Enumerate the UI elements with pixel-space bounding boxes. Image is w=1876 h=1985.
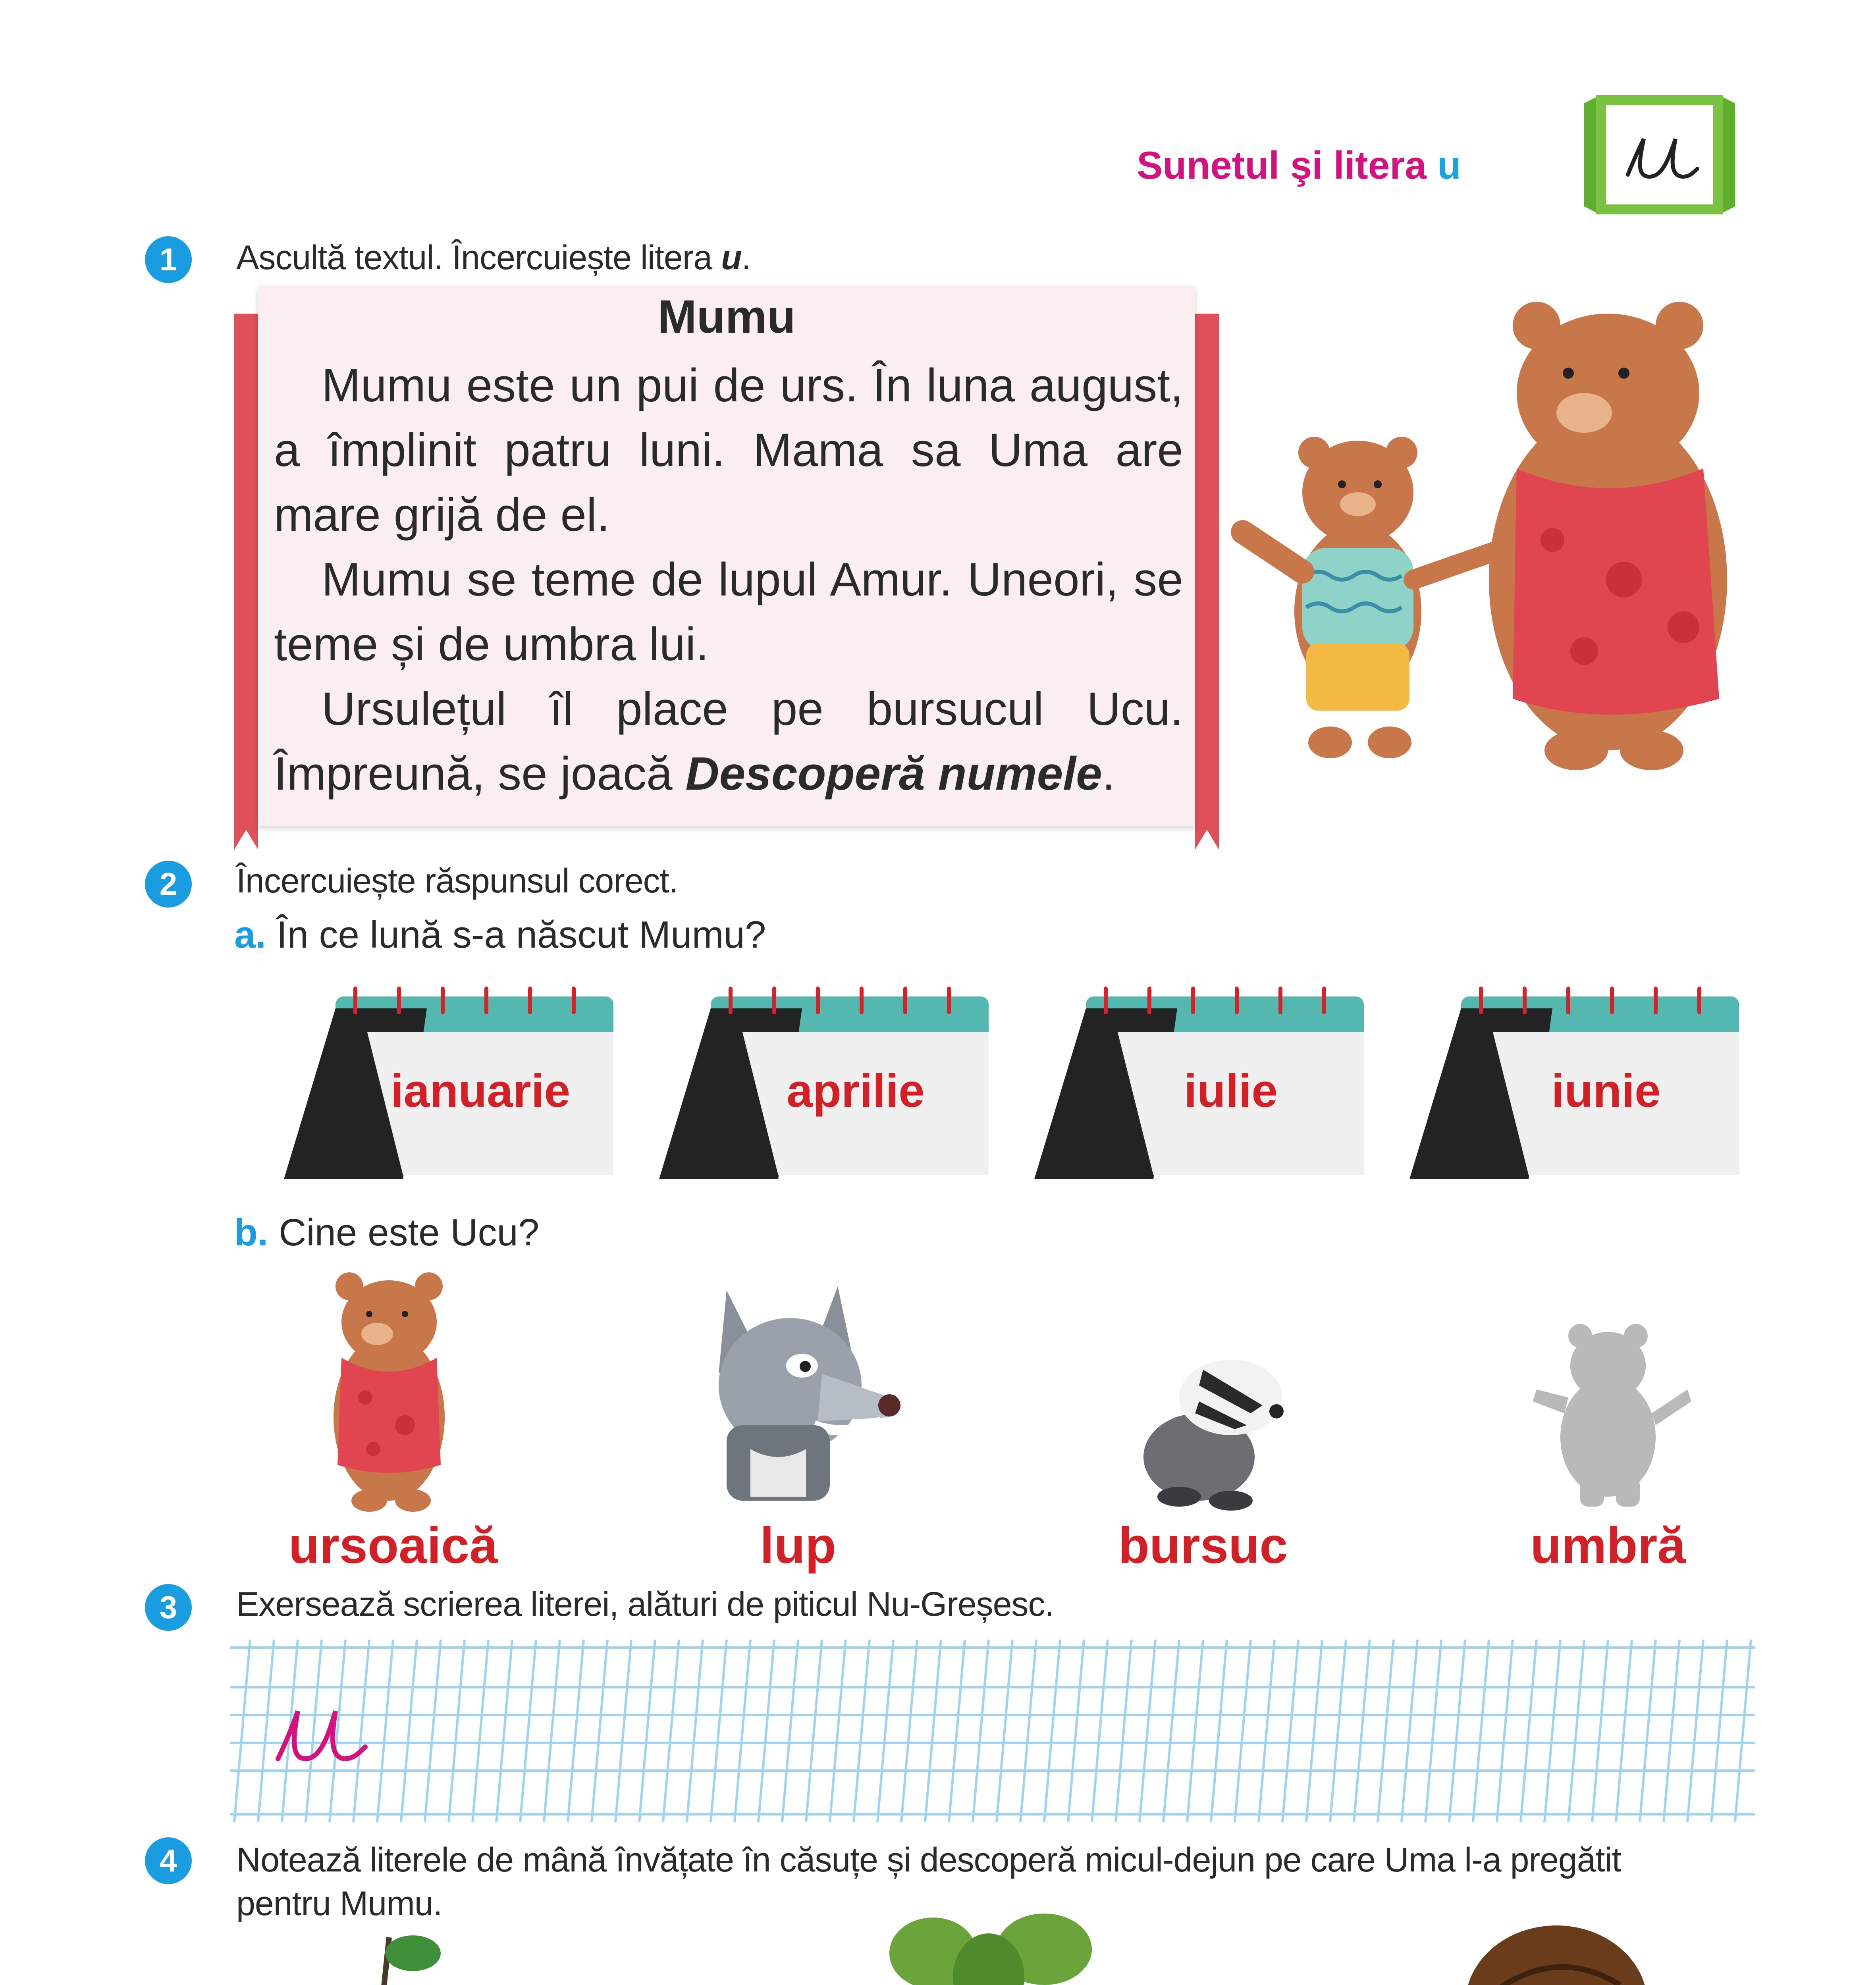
bear-icon[interactable] — [310, 1266, 476, 1513]
task4-instruction-line2: pentru Mumu. — [236, 1885, 442, 1923]
animal-option-1[interactable]: ursoaică — [288, 1517, 498, 1574]
task-number-1: 1 — [145, 236, 192, 283]
task1-instruction — [236, 238, 751, 278]
walnut-icon — [1461, 1921, 1652, 1985]
task-number-4: 4 — [145, 1837, 192, 1884]
bears-illustration-icon — [1227, 302, 1767, 798]
badger-icon[interactable] — [1132, 1346, 1298, 1513]
animal-option-3[interactable]: bursuc — [1118, 1517, 1288, 1574]
story-game-name: Descoperă numele — [685, 748, 1102, 800]
animal-option-4[interactable]: umbră — [1530, 1517, 1686, 1574]
task1-instruction-text: Ascultă textul. Încercuiește litera — [236, 239, 721, 277]
page-title — [0, 143, 1461, 188]
letter-badge-icon — [1584, 95, 1735, 214]
month-option-2[interactable]: aprilie — [787, 1065, 925, 1117]
story-paragraph-3 — [274, 677, 1183, 806]
task1-instruction-letter: u — [721, 239, 742, 277]
story-title: Mumu — [657, 291, 796, 343]
title-text: Sunetul şi litera — [1137, 143, 1438, 187]
month-option-4[interactable]: iunie — [1551, 1065, 1661, 1117]
question-a — [234, 913, 766, 957]
question-a-letter: a. — [234, 913, 266, 956]
task3-instruction: Exersează scrierea literei, alături de piticul Nu-Greșesc. — [236, 1585, 1054, 1623]
story-paragraph-3-end: . — [1102, 748, 1115, 800]
question-a-text: În ce lună s-a născut Mumu? — [276, 913, 766, 956]
task1-instruction-end: . — [741, 239, 751, 277]
wolf-icon[interactable] — [703, 1282, 909, 1505]
month-option-3[interactable]: iulie — [1184, 1065, 1278, 1117]
animal-option-2[interactable]: lup — [760, 1517, 836, 1574]
writing-practice-lines[interactable] — [230, 1640, 1755, 1822]
month-option-1[interactable]: ianuarie — [390, 1065, 571, 1117]
question-b-letter: b. — [234, 1211, 268, 1254]
task2-instruction: Încercuiește răspunsul corect. — [236, 862, 678, 900]
task4-instruction-line1: Notează literele de mână învățate în căsuțe și descoperă micul-dejun pe care Uma l-a pregătit — [236, 1841, 1621, 1879]
shadow-bear-icon[interactable] — [1529, 1318, 1695, 1509]
story-paragraph-2: Mumu se teme de lupul Amur. Uneori, se teme și de umbra lui. — [274, 553, 1183, 671]
task-number-2: 2 — [145, 861, 192, 908]
blackberry-icon — [310, 1929, 524, 1985]
task-number-3: 3 — [145, 1584, 192, 1631]
question-b — [234, 1211, 539, 1255]
story-paragraph-3-text: Ursulețul îl place pe bursucul Ucu. Împreună, se joacă — [274, 683, 1183, 800]
story-text — [274, 353, 1183, 806]
question-b-text: Cine este Ucu? — [278, 1211, 540, 1254]
title-letter: u — [1437, 143, 1461, 187]
hazelnut-icon — [885, 1906, 1100, 1985]
story-paragraph-1: Mumu este un pui de urs. În luna august, a împlinit patru luni. Mama sa Uma are mare grijă de el. — [274, 359, 1183, 541]
